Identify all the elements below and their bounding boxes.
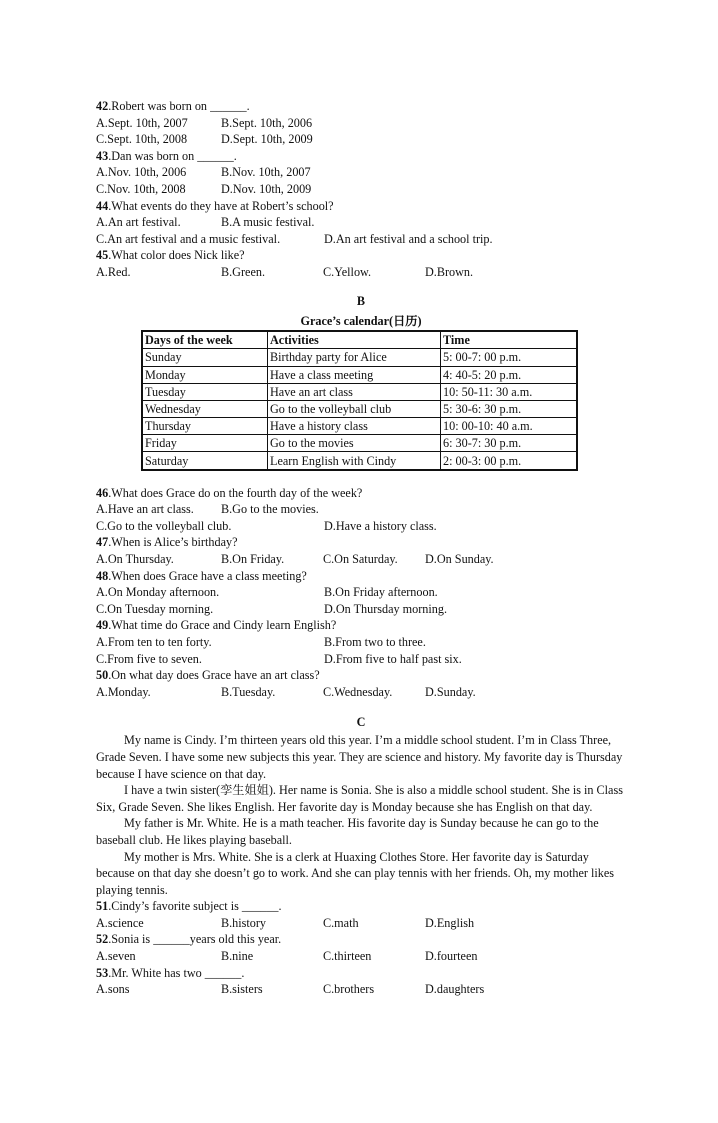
table-row xyxy=(142,400,577,417)
reading-paragraph: My father is Mr. White. He is a math teacher. His favorite day is Sunday because he can go to the baseball club. He likes playing baseball. xyxy=(96,816,599,847)
option-d: D.Brown. xyxy=(425,264,474,279)
question-stem: 53.Mr. White has two ______. xyxy=(96,965,245,980)
cell-day: Monday xyxy=(142,366,268,383)
option-a: A.Sept. 10th, 2007 xyxy=(96,115,188,130)
question-48 xyxy=(96,568,626,618)
option-row xyxy=(96,264,626,281)
option-row xyxy=(96,948,626,965)
cell-time: 6: 30-7: 30 p.m. xyxy=(441,435,578,452)
reading-paragraph: My mother is Mrs. White. She is a clerk at Huaxing Clothes Store. Her favorite day is Saturday because on that day she doesn’t go to work. And she can play tennis with her friends. Oh, my mother likes playing tennis. xyxy=(96,849,614,897)
option-a: A.An art festival. xyxy=(96,215,181,230)
question-stem: 43.Dan was born on ______. xyxy=(96,148,237,163)
option-row xyxy=(96,131,626,148)
table-row xyxy=(142,418,577,435)
cell-day: Tuesday xyxy=(142,383,268,400)
cell-day: Wednesday xyxy=(142,400,268,417)
option-d: D.Nov. 10th, 2009 xyxy=(221,181,312,196)
option-c: C.On Saturday. xyxy=(323,552,398,566)
question-stem: 46.What does Grace do on the fourth day of the week? xyxy=(96,485,363,500)
option-b: B.On Friday. xyxy=(221,552,285,566)
option-row xyxy=(96,164,626,181)
option-b: B.Go to the movies. xyxy=(221,502,319,517)
calendar-table xyxy=(141,330,578,471)
question-stem: 45.What color does Nick like? xyxy=(96,248,245,263)
option-a: A.Red. xyxy=(96,264,131,279)
reading-paragraph: I have a twin sister(孪生姐姐). Her name is Sonia. She is also a middle school student. She is in Class Six, Grade Seven. She likes English. Her favorite day is Monday because she has English on that day. xyxy=(96,783,623,814)
question-42 xyxy=(96,98,626,148)
header-time: Time xyxy=(441,331,578,349)
table-row xyxy=(142,366,577,383)
table-row xyxy=(142,383,577,400)
option-c: C.thirteen xyxy=(323,949,372,964)
cell-activity: Have a class meeting xyxy=(268,366,441,383)
option-a: A.On Thursday. xyxy=(96,552,174,566)
option-d: D.English xyxy=(425,915,475,930)
table-header-row xyxy=(142,331,577,349)
option-row xyxy=(96,214,626,231)
option-a: A.Nov. 10th, 2006 xyxy=(96,165,187,180)
cell-day: Sunday xyxy=(142,349,268,366)
option-b: B.Nov. 10th, 2007 xyxy=(221,165,311,180)
table-title: Grace’s calendar(日历) xyxy=(300,313,422,328)
header-activities: Activities xyxy=(268,331,441,349)
cell-time: 5: 00-7: 00 p.m. xyxy=(441,349,578,366)
question-45 xyxy=(96,247,626,280)
cell-time: 4: 40-5: 20 p.m. xyxy=(441,366,578,383)
cell-time: 5: 30-6: 30 p.m. xyxy=(441,400,578,417)
cell-activity: Have an art class xyxy=(268,383,441,400)
option-row xyxy=(96,915,626,932)
option-b: B.A music festival. xyxy=(221,215,315,230)
cell-activity: Learn English with Cindy xyxy=(268,452,441,470)
option-b: B.nine xyxy=(221,949,254,964)
option-b: B.Sept. 10th, 2006 xyxy=(221,115,313,130)
option-a: A.Have an art class. xyxy=(96,502,194,517)
option-a: A.sons xyxy=(96,982,130,997)
question-50 xyxy=(96,667,626,700)
question-stem: 47.When is Alice’s birthday? xyxy=(96,535,238,550)
option-row xyxy=(96,231,626,248)
cell-time: 10: 50-11: 30 a.m. xyxy=(441,383,578,400)
option-row xyxy=(96,651,626,668)
option-c: C.math xyxy=(323,915,359,930)
option-d: D.From five to half past six. xyxy=(324,651,462,666)
option-row xyxy=(96,181,626,198)
section-b-heading: B xyxy=(356,293,366,308)
option-row xyxy=(96,634,626,651)
cell-time: 2: 00-3: 00 p.m. xyxy=(441,452,578,470)
question-53 xyxy=(96,965,626,998)
cell-activity: Go to the volleyball club xyxy=(268,400,441,417)
option-b: B.sisters xyxy=(221,982,263,997)
option-c: C.Go to the volleyball club. xyxy=(96,518,232,533)
option-d: D.Have a history class. xyxy=(324,518,437,533)
option-c: C.An art festival and a music festival. xyxy=(96,231,281,246)
option-row xyxy=(96,115,626,132)
question-stem: 42.Robert was born on ______. xyxy=(96,99,250,113)
question-stem: 49.What time do Grace and Cindy learn English? xyxy=(96,618,337,633)
exam-page xyxy=(96,98,626,998)
reading-paragraph: My name is Cindy. I’m thirteen years old this year. I’m a middle school student. I’m in Class Three, Grade Seven. I have some new subjects this year. They are science and history. My favorite day is Thursday because I have science on that day. xyxy=(96,733,623,781)
option-row xyxy=(96,601,626,618)
option-d: D.An art festival and a school trip. xyxy=(324,231,493,246)
cell-activity: Have a history class xyxy=(268,418,441,435)
option-row xyxy=(96,501,626,518)
option-c: C.Yellow. xyxy=(323,264,372,279)
option-d: D.On Sunday. xyxy=(425,552,494,566)
cell-time: 10: 00-10: 40 a.m. xyxy=(441,418,578,435)
header-days: Days of the week xyxy=(142,331,268,349)
question-stem: 44.What events do they have at Robert’s school? xyxy=(96,198,334,213)
question-47 xyxy=(96,534,626,567)
option-c: C.Nov. 10th, 2008 xyxy=(96,181,186,196)
cell-activity: Birthday party for Alice xyxy=(268,349,441,366)
option-row xyxy=(96,684,626,701)
option-b: B.history xyxy=(221,915,267,930)
option-c: C.brothers xyxy=(323,982,375,997)
option-a: A.On Monday afternoon. xyxy=(96,585,220,600)
option-a: A.From ten to ten forty. xyxy=(96,634,212,649)
option-c: C.Sept. 10th, 2008 xyxy=(96,132,188,147)
option-b: B.From two to three. xyxy=(324,634,426,649)
cell-day: Saturday xyxy=(142,452,268,470)
option-d: D.Sept. 10th, 2009 xyxy=(221,132,313,147)
option-b: B.On Friday afternoon. xyxy=(324,585,438,600)
option-d: D.fourteen xyxy=(425,949,478,964)
option-b: B.Tuesday. xyxy=(221,684,276,699)
question-44 xyxy=(96,198,626,248)
table-row xyxy=(142,349,577,366)
question-46 xyxy=(96,485,626,535)
question-stem: 48.When does Grace have a class meeting? xyxy=(96,568,307,583)
table-row xyxy=(142,452,577,470)
table-row xyxy=(142,435,577,452)
option-a: A.seven xyxy=(96,949,136,964)
option-d: D.daughters xyxy=(425,982,485,997)
option-a: A.science xyxy=(96,915,144,930)
cell-day: Friday xyxy=(142,435,268,452)
option-c: C.From five to seven. xyxy=(96,651,202,666)
option-row xyxy=(96,584,626,601)
cell-day: Thursday xyxy=(142,418,268,435)
question-51 xyxy=(96,898,626,931)
question-stem: 50.On what day does Grace have an art class? xyxy=(96,668,320,683)
question-49 xyxy=(96,617,626,667)
option-c: C.On Tuesday morning. xyxy=(96,601,214,616)
option-row xyxy=(96,551,626,568)
option-row xyxy=(96,981,626,998)
option-row xyxy=(96,518,626,535)
section-c-heading: C xyxy=(356,715,366,730)
question-stem: 52.Sonia is ______years old this year. xyxy=(96,932,282,947)
option-d: D.Sunday. xyxy=(425,684,476,699)
question-43 xyxy=(96,148,626,198)
option-b: B.Green. xyxy=(221,264,265,279)
question-52 xyxy=(96,931,626,964)
question-stem: 51.Cindy’s favorite subject is ______. xyxy=(96,899,282,914)
option-a: A.Monday. xyxy=(96,684,151,699)
option-d: D.On Thursday morning. xyxy=(324,601,447,616)
option-c: C.Wednesday. xyxy=(323,684,393,699)
cell-activity: Go to the movies xyxy=(268,435,441,452)
